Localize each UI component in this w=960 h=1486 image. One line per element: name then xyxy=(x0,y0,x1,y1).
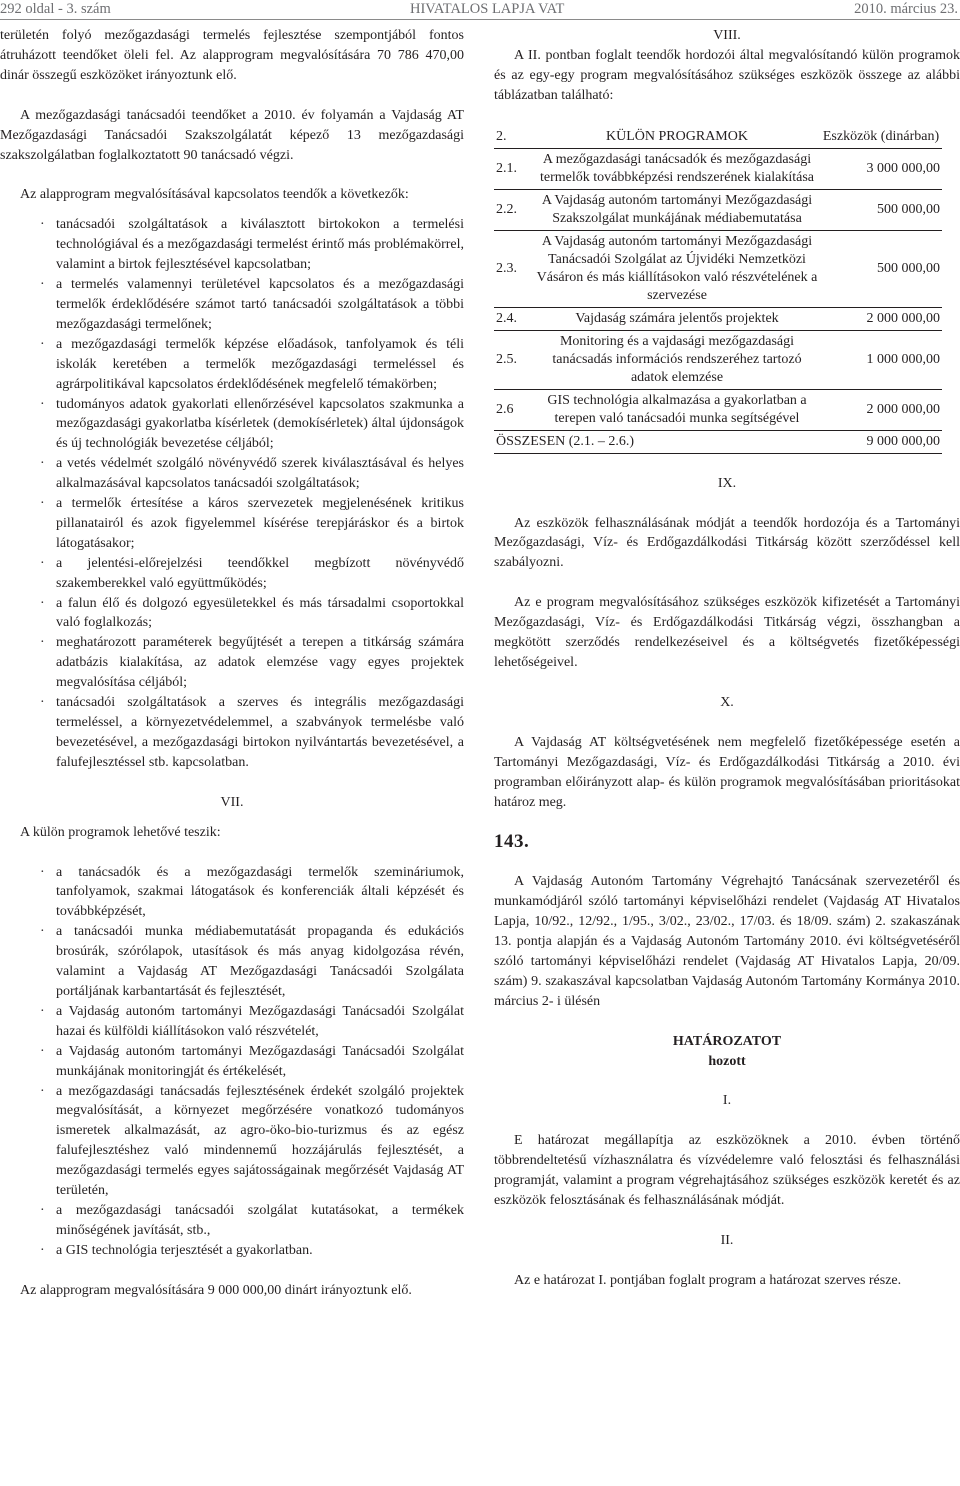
table-cell: Vajdaság számára jelentős projektek xyxy=(534,307,820,330)
paragraph: A külön programok lehetővé teszik: xyxy=(20,824,221,840)
section-heading: X. xyxy=(720,694,734,710)
table-cell: A Vajdaság autonóm tartományi Mezőgazdasági Szakszolgálat munkájának médiabemutatása xyxy=(534,189,820,230)
list-item: · a tanácsadói munka médiabemutatását propaganda és edukációs brosúrák, szórólapok, utasítások és más anyag kidolgozása révén, valamint a Vajdaság AT Mezőgazdasági Tanácsadói Szolgálata portáljának karbantartását és fejlesztését, xyxy=(56,922,464,1002)
list-item: · a mezőgazdasági termelők képzése előadások, tanfolyamok és téli iskolák keretében a termelők mezőgazdasági termeléssel és agrárpolitikával kapcsolatos érdeklődésének megfelelő témakörben; xyxy=(56,335,464,395)
task-list xyxy=(0,215,464,772)
section-heading: VIII. xyxy=(713,28,741,43)
list-item: · a falun élő és dolgozó egyesületekkel és más társadalmi csoportokkal való foglalkozás; xyxy=(56,594,464,634)
list-item: · a vetés védelmét szolgáló növényvédő szerek kiválasztásával és helyes alkalmazásával kapcsolatos tanácsadói szolgáltatások; xyxy=(56,454,464,494)
list-item: · tanácsadói szolgáltatások a szerves és integrális mezőgazdasági termeléssel, a környezetvédelemmel, a szabványok termelésbe való bevezetésével, a mezőgazdasági birtokon nyilvántartás bevezetésével, a falufejlesztéssel stb. kapcsolatban. xyxy=(56,693,464,773)
list-item: · a mezőgazdasági tanácsadás fejlesztésének érdekét szolgáló projektek megvalósítását, a környezet megőrzésére vonatkozó tudományos ismeretek alkalmazását, az agro-öko-bio-turizmus és az egész falufejlesztéshez való mindennemű hozzájárulás fejlesztését, a mezőgazdasági termelés egyes sajátosságainak megőrzését Vajdaság AT területén, xyxy=(56,1082,464,1201)
paragraph: Az alapprogram megvalósításával kapcsolatos teendők a következők: xyxy=(20,187,409,203)
page-number: 292 oldal - 3. szám xyxy=(0,1,111,17)
table-cell: 500 000,00 xyxy=(820,189,942,230)
table-cell: 3 000 000,00 xyxy=(820,148,942,189)
table-row xyxy=(494,189,942,230)
list-item: · a termelés valamennyi területével kapcsolatos és a mezőgazdasági termelők érdeklődésére számot tartó tanácsadói szolgáltatások a többi mezőgazdasági termelőnek; xyxy=(56,275,464,335)
table-cell: 2. xyxy=(494,126,534,149)
list-item: · tanácsadói szolgáltatások a kiválasztott birtokokon a termelési technológiával és a mezőgazdasági termelést érintő más problémakörrel, valamint a birtok fejlesztésével kapcsolatban; xyxy=(56,215,464,275)
list-item: · meghatározott paraméterek begyűjtését a terepen a titkárság számára adatbázis kialakítása, az adatok elemzése vagy egyes projektek megvalósítása céljából; xyxy=(56,633,464,693)
table-cell: 500 000,00 xyxy=(820,230,942,307)
table-total-row xyxy=(494,430,942,453)
paragraph: területén folyó mezőgazdasági termelés fejlesztése szempontjából fontos átruházott teendőket öleli fel. Az alapprogram megvalósítására 70 786 470,00 dinár összegű eszközöket irányoztunk elő. xyxy=(0,28,464,83)
paragraph: Az e program megvalósításához szükséges eszközök kifizetését a Tartományi Mezőgazdasági, Víz- és Erdőgazdálkodási Titkárság végzi, összhangban a megkötött szerződés rendelkezéseivel és a költségvetés fizetőképességi lehetőségeivel. xyxy=(494,595,960,670)
decision-subtitle: hozott xyxy=(708,1053,746,1069)
table-cell: 1 000 000,00 xyxy=(820,330,942,389)
table-cell: 2.4. xyxy=(494,307,534,330)
table-cell: 2.3. xyxy=(494,230,534,307)
decision-title: HATÁROZATOT xyxy=(672,1033,782,1049)
program-list xyxy=(0,863,464,1261)
table-cell: ÖSSZESEN (2.1. – 2.6.) xyxy=(494,430,820,453)
table-row xyxy=(494,230,942,307)
list-item: · tudományos adatok gyakorlati ellenőrzésével kapcsolatos szakmunka a mezőgazdasági gyakorlatba kísérletek (demokísérletek) által újdonságok és új technológiák bevezetése céljából; xyxy=(56,395,464,455)
table-cell: 2 000 000,00 xyxy=(820,389,942,430)
issue-date: 2010. március 23. xyxy=(854,1,958,17)
table-cell: A mezőgazdasági tanácsadók és mezőgazdasági termelők továbbképzési rendszerének kialakítása xyxy=(534,148,820,189)
table-cell: Eszközök (dinárban) xyxy=(820,126,942,149)
paragraph: A Vajdaság Autonóm Tartomány Végrehajtó Tanácsának szervezetéről és munkamódjáról szóló tartományi képviselőházi rendelet (Vajdaság AT Hivatalos Lapja, 10/92., 12/92., 1/95., 3/02., 23/02., 17/03. és 18/09. szám) 2. szakaszának 13. pontja alapján és a Vajdaság Autonóm Tartomány 2010. évi költségvetéséről szóló tartományi képviselőházi rendelet (Vajdaság AT Hivatalos Lapja, 20/09. szám) 9. szakaszával kapcsolatban Vajdaság Autonóm Tartomány Kormánya 2010. március 2- i ülésén xyxy=(494,874,960,1009)
table-row xyxy=(494,307,942,330)
list-item: · a tanácsadók és a mezőgazdasági termelők szemináriumok, tanfolyamok, szakmai látogatások és konferenciák általi képzését és továbbképzését, xyxy=(56,863,464,923)
paragraph: A II. pontban foglalt teendők hordozói által megvalósítandó külön programok és az egy-egy program megvalósításához szükséges eszközök összege az alábbi táblázatban található: xyxy=(494,47,960,103)
left-column xyxy=(0,26,464,1301)
list-item: · a mezőgazdasági tanácsadói szolgálat kutatásokat, a termékek minőségének javítását, stb., xyxy=(56,1201,464,1241)
table-cell: KÜLÖN PROGRAMOK xyxy=(534,126,820,149)
list-item: · a jelentési-előrejelzési teendőkkel megbízott növényvédő szakemberekkel való együttműködés; xyxy=(56,554,464,594)
table-cell: A Vajdaság autonóm tartományi Mezőgazdasági Tanácsadói Szolgálat az Újvidéki Nemzetközi Vásáron és más kiállításokon való részvételének a szervezése xyxy=(534,230,820,307)
table-row xyxy=(494,389,942,430)
programs-table xyxy=(494,126,942,454)
table-cell: 2.6 xyxy=(494,389,534,430)
list-item: · a Vajdaság autonóm tartományi Mezőgazdasági Tanácsadói Szolgálat munkájának monitoringját és értékelését, xyxy=(56,1042,464,1082)
table-cell: GIS technológia alkalmazása a gyakorlatban a terepen való tanácsadói munka segítségével xyxy=(534,389,820,430)
table-cell: 2.5. xyxy=(494,330,534,389)
journal-title: HIVATALOS LAPJA VAT xyxy=(410,1,565,17)
paragraph: Az alapprogram megvalósítására 9 000 000,00 dinárt irányoztunk elő. xyxy=(20,1282,412,1298)
list-item: · a Vajdaság autonóm tartományi Mezőgazdasági Tanácsadói Szolgálat hazai és külföldi kiállításokon való részvételét, xyxy=(56,1002,464,1042)
table-cell: 2.2. xyxy=(494,189,534,230)
document-number: 143. xyxy=(494,831,530,853)
table-cell: 2 000 000,00 xyxy=(820,307,942,330)
section-heading: IX. xyxy=(717,475,737,491)
paragraph: Az e határozat I. pontjában foglalt program a határozat szerves része. xyxy=(514,1272,902,1288)
table-cell: 2.1. xyxy=(494,148,534,189)
section-heading: II. xyxy=(720,1233,734,1248)
table-header-row xyxy=(494,126,942,149)
paragraph: Az eszközök felhasználásának módját a teendők hordozója és a Tartományi Mezőgazdasági, Víz- és Erdőgazdálkodási Titkárság között szerződéssel kell szabályozni. xyxy=(494,515,960,571)
paragraph: A mezőgazdasági tanácsadói teendőket a 2010. év folyamán a Vajdaság AT Mezőgazdasági Tanácsadói Szakszolgálatát képező 13 mezőgazdasági szakszolgálatban foglalkoztatott 90 tanácsadó végzi. xyxy=(0,107,464,163)
paragraph: A Vajdaság AT költségvetésének nem megfelelő fizetőképessége esetén a Tartományi Mezőgazdasági, Víz- és Erdőgazdálkodási Titkárság a 2010. évi programban előirányzott alap- és külön programok megvalósításában prioritásokat határoz meg. xyxy=(494,734,960,810)
list-item: · a termelők értesítése a káros szervezetek megjelenésének kritikus pillanatairól és azok figyelemmel kísérése terepjáráskor és a birtok látogatásakor; xyxy=(56,494,464,554)
table-row xyxy=(494,148,942,189)
table-cell: 9 000 000,00 xyxy=(820,430,942,453)
paragraph: E határozat megállapítja az eszközöknek a 2010. évben történő többrendeltetésű vízhasználatra és vízvédelemre való felosztási és felhasználási programját, valamint a program végrehajtásához szükséges eszközök keretét és az eszközök felosztásának és felhasználásának módját. xyxy=(494,1133,960,1209)
page-header xyxy=(0,0,960,22)
header-divider xyxy=(0,19,960,20)
right-column xyxy=(494,26,960,1291)
table-cell: Monitoring és a vajdasági mezőgazdasági tanácsadás információs rendszeréhez tartozó adatok elemzése xyxy=(534,330,820,389)
table-row xyxy=(494,330,942,389)
list-item: · a GIS technológia terjesztését a gyakorlatban. xyxy=(56,1241,464,1261)
section-heading: I. xyxy=(722,1093,732,1109)
section-heading: VII. xyxy=(220,794,244,810)
